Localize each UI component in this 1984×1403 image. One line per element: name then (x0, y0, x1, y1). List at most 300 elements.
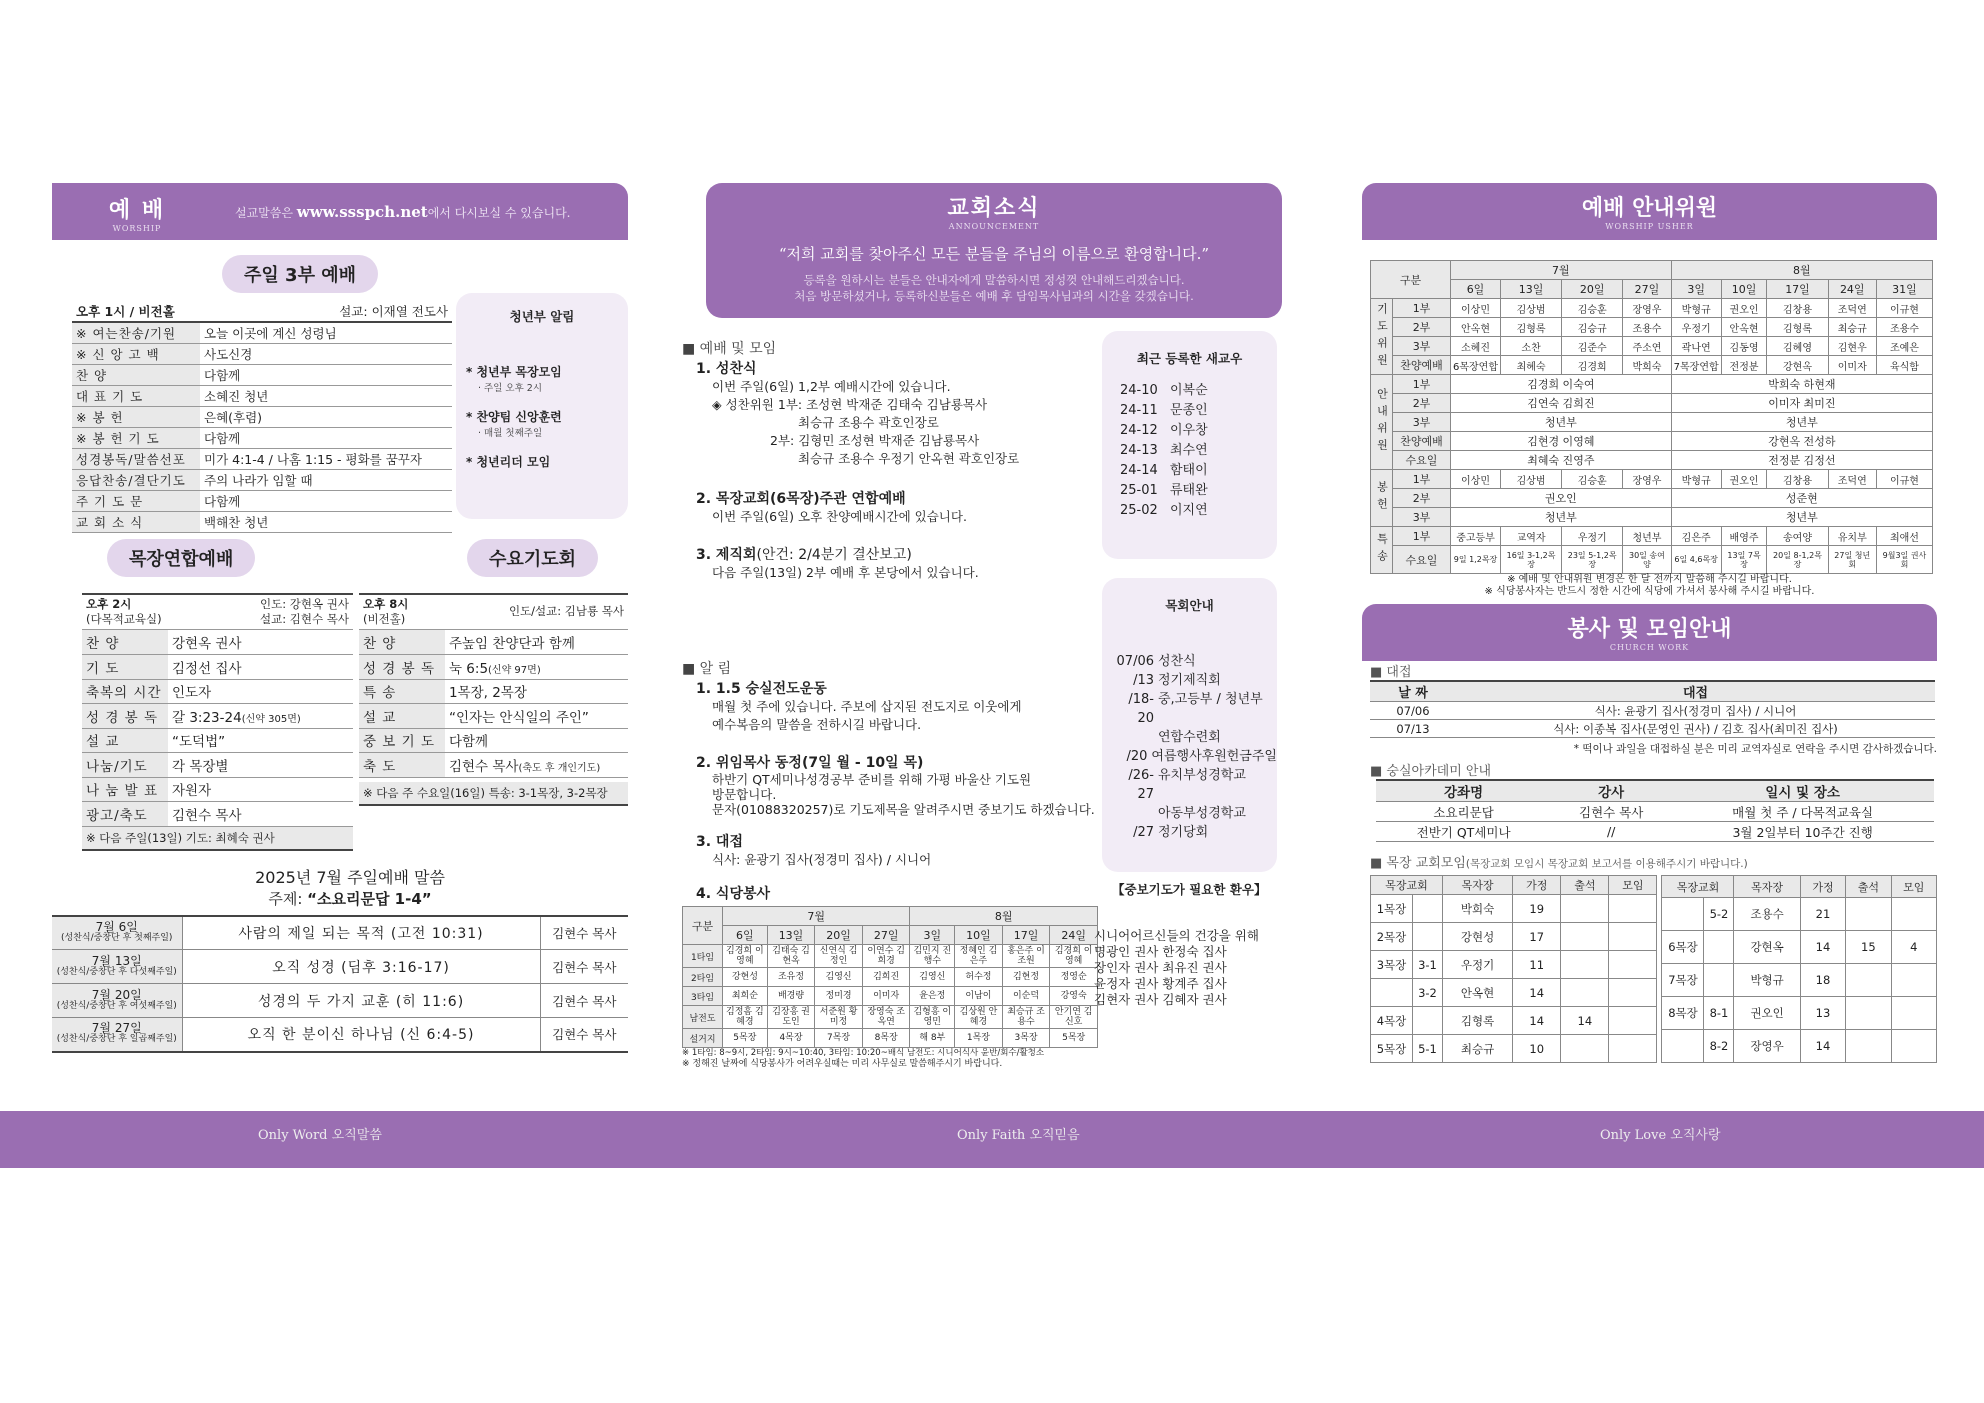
cell-m (1609, 923, 1657, 951)
pastoral-date: 07/06 (1116, 654, 1154, 669)
prayer-line: 장인자 권사 최유진 권사 (1094, 960, 1227, 975)
usher-cell: 최애선 (1876, 527, 1932, 546)
cell-l: 박희숙 (1443, 895, 1513, 923)
usher-month: 8월 (1671, 261, 1932, 280)
treat-row (1370, 702, 1935, 720)
usher-cell: 전정분 김정선 (1671, 451, 1932, 470)
youth-notice-sub: · 주일 오후 2시 (478, 383, 543, 394)
cell-a (1561, 1035, 1609, 1063)
wed-prayer-title: 수요기도회 (467, 539, 598, 577)
order-value: 강현옥 권사 (168, 630, 353, 655)
kitchen-month: 7월 (723, 907, 910, 926)
usher-cell: 권오인 (1451, 489, 1672, 508)
cell-m (1609, 951, 1657, 979)
usher-cell: 교역자 (1501, 527, 1562, 546)
usher-slot: 2부 (1393, 318, 1451, 337)
cell-head: 모임 (1609, 876, 1657, 895)
pastoral-date: /13 (1133, 673, 1154, 688)
usher-cell: 이미자 (1828, 356, 1876, 375)
cell-h: 14 (1513, 979, 1561, 1007)
kitchen-cell: 김현정 (1002, 968, 1050, 987)
cell-c: 6목장 (1662, 931, 1704, 964)
site-url-link[interactable]: www.ssspch.net (296, 203, 428, 221)
usher-cell: 배영주 (1721, 527, 1767, 546)
usher-cell: 청년부 (1671, 508, 1932, 527)
service3-row (72, 344, 452, 365)
cell-c: 4목장 (1371, 1007, 1413, 1035)
usher-day: 31일 (1876, 280, 1932, 299)
academy-head: 일시 및 장소 (1765, 785, 1840, 801)
newcomer-item (1116, 441, 1263, 461)
kitchen-cell: 5목장 (1050, 1029, 1098, 1048)
order-label: 성경봉독/말씀선포 (72, 449, 200, 470)
order-value: 주높임 찬양단과 함께 (445, 630, 628, 655)
usher-row (1371, 527, 1933, 546)
order-value: 다함께 (445, 728, 628, 753)
treat-date: 07/13 (1396, 721, 1430, 736)
usher-cell: 전정분 (1721, 356, 1767, 375)
usher-slot: 3부 (1393, 337, 1451, 356)
mokjang-next-week: ※ 다음 주일(13일) 기도: 최혜숙 권사 (82, 827, 353, 851)
usher-cell: 김동영 (1721, 337, 1767, 356)
cell-s: 3-1 (1413, 951, 1443, 979)
cell-s: 5-2 (1704, 898, 1734, 931)
newcomer-number: 24-10 (1120, 383, 1158, 398)
sermon-online-notice: 설교말씀은 www.ssspch.net에서 다시보실 수 있습니다. (235, 203, 571, 221)
order-label: 기 도 (82, 655, 168, 680)
pastoral-box: 목회안내 07/06 성찬식 /13 정기제직회 /18-20 중,고등부 / 청년부 연합수련회 /20 여름행사후원헌금주일 /26-27 유치부성경학교 아동부성경학교 /27 정기당회 (1102, 578, 1277, 872)
usher-day: 20일 (1562, 280, 1623, 299)
cell-a (1561, 951, 1609, 979)
usher-cell: 송여양 (1767, 527, 1828, 546)
sermon-theme: “소요리문답 1-4” (307, 889, 432, 908)
usher-cell: 9월3일 권사회 (1876, 546, 1932, 574)
cell-s: 8-2 (1704, 1030, 1734, 1063)
kitchen-cell: 신연식 김정인 (815, 945, 863, 968)
cell-m (1609, 979, 1657, 1007)
kitchen-day: 10일 (955, 926, 1003, 945)
academy-cell: 전반기 QT세미나 (1416, 824, 1511, 840)
service3-row (72, 512, 452, 533)
usher-cell: 최혜숙 진영주 (1451, 451, 1672, 470)
newcomer-item (1116, 421, 1263, 441)
usher-days-row (1371, 280, 1933, 299)
service3-row (72, 449, 452, 470)
newcomer-name: 문종인 (1170, 403, 1208, 418)
order-value: 갈 3:23-24(신약 305면) (168, 704, 353, 729)
pastoral-date (1114, 728, 1158, 747)
usher-cell: 곽나연 (1671, 337, 1721, 356)
kitchen-cell: 배경량 (767, 987, 815, 1006)
cell-row (1371, 923, 1657, 951)
cell-m (1609, 1007, 1657, 1035)
pastoral-event: 유치부성경학교 (1158, 768, 1246, 783)
youth-notice-item (466, 408, 618, 439)
service3-row (72, 386, 452, 407)
sermon-schedule-table (52, 915, 628, 1053)
kitchen-service-table (682, 906, 1098, 1048)
cell-c: 2목장 (1371, 923, 1413, 951)
usher-cell: 김창용 (1767, 470, 1828, 489)
usher-cell: 주소연 (1623, 337, 1671, 356)
cell-s: 3-2 (1413, 979, 1443, 1007)
kitchen-header-row (683, 907, 1098, 926)
cell-head: 출석 (1846, 876, 1891, 898)
worship-subtitle: WORSHIP (112, 224, 162, 233)
kitchen-day: 27일 (862, 926, 910, 945)
newcomer-number: 24-13 (1120, 443, 1158, 458)
kitchen-cell: 김경희 이영혜 (723, 945, 768, 968)
order-label: 교 회 소 식 (72, 512, 200, 533)
usher-row (1371, 375, 1933, 394)
usher-cell: 박희숙 하현재 (1671, 375, 1932, 394)
wed-service-order: 오후 8시 (비전홀) 인도/설교: 김남룡 목사 찬 양 주높임 찬양단과 함께 성 경 봉 독 눅 6:5(신약 97면) 특 송 1목장, 2목장 설 교 “인자는 안식일의 주인” 중 보 기 도 다함께 축 도 김현수 목사(축도 후 개인기도) ※ 다음 주 수요일(16일) 특송: 3-1목장, 3-2목장 (359, 593, 628, 851)
treat-row (1370, 720, 1935, 738)
order-label: 성 경 봉 독 (82, 704, 168, 729)
order-value: 백해찬 청년 (200, 512, 452, 533)
usher-cell: 9일 1,2목장 (1451, 546, 1501, 574)
youth-notice-item (466, 363, 618, 394)
usher-row (1371, 318, 1933, 337)
sermon-date: 7월 13일 (성찬식/중창단 후 다섯째주일) (52, 950, 182, 984)
usher-row (1371, 451, 1933, 470)
usher-cell: 13일 7목장 (1721, 546, 1767, 574)
kitchen-row (683, 987, 1098, 1006)
usher-cell: 30일 송여양 (1623, 546, 1671, 574)
newcomer-number: 24-14 (1120, 463, 1158, 478)
kitchen-row (683, 1029, 1098, 1048)
usher-cell: 이상민 (1451, 470, 1501, 489)
newcomer-name: 이우창 (1170, 423, 1208, 438)
prayer-line: 시니어어르신들의 건강을 위해 (1094, 928, 1259, 943)
order-value: 다함께 (200, 428, 452, 449)
pastoral-item (1114, 823, 1277, 842)
cell-h: 18 (1800, 964, 1845, 997)
usher-row (1371, 356, 1933, 375)
order-label: 특 송 (359, 679, 445, 704)
usher-header (1362, 183, 1937, 240)
pastoral-date (1114, 804, 1158, 823)
sermon-preacher: 김현수 목사 (552, 925, 617, 941)
order-value: 김현수 목사 (168, 802, 353, 827)
cell-a: 15 (1846, 931, 1891, 964)
usher-cell: 이상민 (1451, 299, 1501, 318)
cell-l: 강현성 (1443, 923, 1513, 951)
order-row (82, 679, 353, 704)
cell-head: 가정 (1800, 876, 1845, 898)
academy-head: 강사 (1598, 785, 1625, 801)
kitchen-cell: 정혜인 김은주 (955, 945, 1003, 968)
order-label: ※ 봉 헌 (72, 407, 200, 428)
cell-row (1371, 895, 1657, 923)
usher-cell: 6일 4,6목장 (1671, 546, 1721, 574)
cell-head: 가정 (1513, 876, 1561, 895)
cell-h: 14 (1513, 1007, 1561, 1035)
usher-cell: 강현옥 (1767, 356, 1828, 375)
usher-row (1371, 337, 1933, 356)
cell-m (1609, 1035, 1657, 1063)
usher-cell: 소찬 (1501, 337, 1562, 356)
newcomer-item (1116, 501, 1263, 521)
order-value: 자원자 (168, 777, 353, 802)
usher-day: 24일 (1828, 280, 1876, 299)
usher-cell: 김현우 (1828, 337, 1876, 356)
cell-c (1371, 979, 1413, 1007)
worship-column: 예 배 WORSHIP 설교말씀은 www.ssspch.net에서 다시보실 수 있습니다. 주일 3부 예배 오후 1시 / 비전홀 설교: 이재열 전도사 ※ 여는찬송/기원 오늘 이곳에 계신 성령님 ※ 신 앙 고 백 사도신경 찬 양 다함께 대 표 기 도 소혜진 청년 ※ 봉 헌 은혜(후렴) ※ 봉 헌 기 도 다함께 성경봉독/말씀선포 미가 4:1-4 / 나홈 1:15 - 평화를 꿈꾸자 응답찬송/결단기도 주의 나라가 임할 때 주 기 도 문 다함께 교 회 소 식 백해찬 청년 청년부 알림 * 청년부 목장모임 · 주일 오후 2시 * 찬양팀 신앙훈련 · 매월 첫째주일 * 청년리더 모임 목장연합예배 수요기도회 오후 2시 (다목적교육실) 인도: 강현옥 권사 설교: 김현수 목사 찬 양 강현옥 권사 기 도 김정선 집사 축복의 시간 인도자 성 경 봉 독 갈 3:23-24(신약 305면) 설 교 “도덕법” 나눔/기도 각 목장별 나 눔 발 표 자원자 광고/축도 김현수 목사 ※ 다음 주일(13일) 기도: 최혜숙 권사 오후 8시 (비전홀) 인도/설교: 김남룡 목사 찬 양 주높임 찬양단과 함께 성 경 봉 독 눅 6:5(신약 97면) 특 송 1목장, 2목장 설 교 “인자는 안식일의 주인” 중 보 기 도 다함께 축 도 김현수 목사(축도 후 개인기도) ※ 다음 주 수요일(16일) 특송: 3-1목장, 3-2목장 2025년 7월 주일예배 말씀 주제: “소요리문답 1-4” 7월 6일 (성찬식/중창단 후 첫째주일) 사람의 제일 되는 목적 (고전 10:31) 김현수 목사 7월 13일 (성찬식/중창단 후 다섯째주일) 오직 성경 (딤후 3:16-17) 김현수 목사 7월 20일 (성찬식/중창단 후 여섯째주일) 성경의 두 가지 교훈 (히 11:6) 김현수 목사 7월 27일 (성찬식/중창단 후 일곱째주일) 오직 한 분이신 하나님 (신 6:4-5) 김현수 목사 (52, 183, 628, 1111)
kitchen-cell: 김희진 (862, 968, 910, 987)
kitchen-slot: 남전도 (683, 1006, 723, 1029)
cell-s (1704, 931, 1734, 964)
footer-word: Only Word 오직말씀 (258, 1128, 382, 1143)
usher-day: 3일 (1671, 280, 1721, 299)
usher-slot: 찬양예배 (1393, 432, 1451, 451)
order-row (359, 728, 628, 753)
cell-l: 권오인 (1734, 997, 1800, 1030)
kitchen-cell: 이순덕 (1002, 987, 1050, 1006)
kitchen-month: 8월 (910, 907, 1098, 926)
usher-slot: 1부 (1393, 470, 1451, 489)
pastoral-item (1114, 747, 1277, 766)
usher-cell: 김현경 이영혜 (1451, 432, 1672, 451)
cell-c: 1목장 (1371, 895, 1413, 923)
usher-cell: 이규현 (1876, 299, 1932, 318)
usher-group: 안내위원 (1371, 375, 1393, 470)
kitchen-cell: 5목장 (723, 1029, 768, 1048)
kitchen-day: 24일 (1050, 926, 1098, 945)
order-label: 나 눔 발 표 (82, 777, 168, 802)
cell-h: 14 (1800, 1030, 1845, 1063)
cell-row (1371, 1007, 1657, 1035)
treat-item: 식사: 윤광기 집사(정경미 집사) / 시니어 (1594, 703, 1797, 718)
order-label: 찬 양 (359, 630, 445, 655)
usher-cell: 성준현 (1671, 489, 1932, 508)
usher-cell: 최승규 (1828, 318, 1876, 337)
service3-row (72, 470, 452, 491)
kitchen-cell: 4목장 (767, 1029, 815, 1048)
sermon-date: 7월 6일 (성찬식/중창단 후 첫째주일) (52, 916, 182, 950)
newcomer-name: 최수연 (1170, 443, 1208, 458)
cell-c: 8목장 (1662, 997, 1704, 1030)
news-subtitle: ANNOUNCEMENT (948, 222, 1040, 231)
service3-preacher: 설교: 이재열 전도사 (339, 304, 448, 319)
pastoral-date: /20 (1126, 749, 1148, 764)
usher-row (1371, 489, 1933, 508)
order-value: 다함께 (200, 491, 452, 512)
kitchen-cell: 7목장 (815, 1029, 863, 1048)
usher-day: 6일 (1451, 280, 1501, 299)
cell-h: 19 (1513, 895, 1561, 923)
usher-slot: 1부 (1393, 375, 1451, 394)
order-row (82, 728, 353, 753)
usher-cell: 조용수 (1623, 318, 1671, 337)
sermon-date: 7월 20일 (성찬식/중창단 후 여섯째주일) (52, 984, 182, 1018)
cell-a (1846, 898, 1891, 931)
cell-a: 14 (1561, 1007, 1609, 1035)
kitchen-cell: 안기연 김신호 (1050, 1006, 1098, 1029)
kitchen-cell: 1목장 (955, 1029, 1003, 1048)
pastoral-event: 정기제직회 (1158, 673, 1221, 688)
order-label: 광고/축도 (82, 802, 168, 827)
usher-day: 13일 (1501, 280, 1562, 299)
mokjang-table (82, 630, 353, 827)
sermon-title: 오직 한 분이신 하나님 (신 6:4-5) (182, 1018, 540, 1052)
prayer-needs: 【중보기도가 필요한 환우】 시니어어르신들의 건강을 위해 명광인 권사 한정숙 집사 장인자 권사 최유진 권사 윤정자 권사 황계주 집사 김현자 권사 김혜자 권사 (1112, 880, 1282, 1008)
order-value: 1목장, 2목장 (445, 679, 628, 704)
order-row (359, 679, 628, 704)
academy-cell: 매월 첫 주 / 다목적교육실 (1732, 804, 1874, 820)
prayer-line: 윤정자 권사 황계주 집사 (1094, 976, 1227, 991)
cell-h: 13 (1800, 997, 1845, 1030)
kitchen-row (683, 968, 1098, 987)
newcomer-name: 함태이 (1170, 463, 1208, 478)
cell-groups-left (1370, 875, 1657, 1063)
usher-row (1371, 394, 1933, 413)
usher-cell: 이미자 최미진 (1671, 394, 1932, 413)
cell-c: 3목장 (1371, 951, 1413, 979)
usher-day: 27일 (1623, 280, 1671, 299)
cell-l: 박형규 (1734, 964, 1800, 997)
cell-header-row (1371, 876, 1657, 895)
order-label: 대 표 기 도 (72, 386, 200, 407)
cell-row (1371, 979, 1657, 1007)
kitchen-cell: 서준원 황미정 (815, 1006, 863, 1029)
usher-slot: 수요일 (1393, 546, 1451, 574)
service3-row (72, 428, 452, 449)
order-label: 축복의 시간 (82, 679, 168, 704)
order-row (359, 704, 628, 729)
usher-cell: 김형록 (1501, 318, 1562, 337)
usher-cell: 김준수 (1562, 337, 1623, 356)
usher-slot: 2부 (1393, 489, 1451, 508)
usher-cell: 김형록 (1767, 318, 1828, 337)
academy-cell: 소요리문답 (1433, 804, 1494, 820)
sermon-date: 7월 27일 (성찬식/중창단 후 일곱째주일) (52, 1018, 182, 1052)
usher-month: 7월 (1451, 261, 1672, 280)
kitchen-day: 6일 (723, 926, 768, 945)
kitchen-cell: 김정흠 김혜경 (723, 1006, 768, 1029)
academy-table (1376, 779, 1934, 842)
kitchen-cell: 강현성 (723, 968, 768, 987)
order-row (359, 630, 628, 655)
order-label: ※ 신 앙 고 백 (72, 344, 200, 365)
usher-cell: 조예은 (1876, 337, 1932, 356)
usher-column: 예배 안내위원 WORSHIP USHER 구분 7월 8월 6일 13일 20일 27일 3일 10일 17일 24일 31일 기도위원 1부 이상민 김상범 김승훈 장영우 박형규 권오인 김창용 조덕연 이규현 2부 안옥현 김형록 김승규 조용수 우정기 안옥현 김형록 최승규 조용수 3부 소혜진 소찬 김준수 주소연 곽나연 김동영 김혜영 김현우 조예은 찬양예배 6목장연합 최혜숙 김경희 박희숙 7목장연합 전정분 강현옥 이미자 육식함 안내위원 1부 김경희 이숙여 박희숙 하현재 2부 김연숙 김희진 이미자 최미진 3부 청년부 청년부 찬양예배 김현경 이영혜 강현옥 전성하 수요일 최혜숙 진영주 전정분 김정선 봉헌 1부 이상민 김상범 김승훈 장영우 박형규 권오인 김창용 조덕연 이규현 2부 권오인 성준현 3부 청년부 청년부 특송 1부 중고등부 교역자 우정기 청년부 김은주 배영주 송여양 유치부 최애선 수요일 9일 1,2목장 16일 3-1,2목장 23일 5-1,2목장 30일 송여양 6일 4,6목장 13일 7목장 20일 8-1,2목장 27일 청년회 9월3일 권사회 ※ 예배 및 안내위원 변경은 한 달 전까지 말씀해 주시길 바랍니다. ※ 식당봉사자는 반드시 정한 시간에 식당에 가셔서 봉사해 주시길 바랍니다. 봉사 및 모임안내 CHURCH WORK ■ 대접 날 짜 대접 07/06 식사: 윤광기 집사(정경미 집사) / 시니어 07/13 식사: 이종복 집사(문영인 권사) / 김호 집사(최미진 집사) * 떡이나 과일을 대접하실 분은 미리 교역자실로 연락을 주시면 감사하겠습니다. ■ 숭실아카데미 안내 강좌명 강사 일시 및 장소 소요리문답 김현수 목사 매월 첫 주 / 다목적교육실 전반기 QT세미나 // 3월 2일부터 10주간 진행 ■ 목장 교회모임(목장교회 모임시 목장교회 보고서를 이용해주시기 바랍니다.) 목장교회 목자장 가정 출석 모임 1목장 박희숙 19 2목장 강현성 17 3목장 3-1 우정기 11 3-2 안옥현 14 4목장 김형록 14 14 5목장 5-1 최승규 10 목장교회 목자장 가정 출석 모임 5-2 조용수 21 6목장 강현옥 14 15 4 7목장 박형규 18 8목장 8-1 권오인 13 8-2 장영우 14 (1362, 183, 1937, 1111)
cell-h: 10 (1513, 1035, 1561, 1063)
cell-head: 목자장 (1443, 876, 1513, 895)
kitchen-cell: 김영신 (815, 968, 863, 987)
cell-row (1662, 931, 1937, 964)
cell-l: 조용수 (1734, 898, 1800, 931)
kitchen-cell: 허수정 (955, 968, 1003, 987)
order-value: 눅 6:5(신약 97면) (445, 655, 628, 680)
cell-l: 장영우 (1734, 1030, 1800, 1063)
usher-cell: 장영우 (1623, 299, 1671, 318)
usher-title: 예배 안내위원 (1581, 196, 1718, 221)
usher-cell: 우정기 (1671, 318, 1721, 337)
pastoral-item (1114, 671, 1277, 690)
order-value: 김현수 목사(축도 후 개인기도) (445, 753, 628, 778)
kitchen-cell: 김상원 안혜경 (955, 1006, 1003, 1029)
usher-cell: 권오인 (1721, 299, 1767, 318)
kitchen-cell: 김태숙 김현옥 (767, 945, 815, 968)
service3-table (72, 323, 452, 533)
order-value: “도덕법” (168, 728, 353, 753)
treat-head: 대접 (1682, 686, 1709, 701)
treat-table (1370, 680, 1935, 738)
pastoral-event: 정기당회 (1158, 825, 1209, 840)
youth-notice-box (456, 293, 628, 519)
worship-title: 예 배 (108, 198, 166, 223)
usher-gubun: 구분 (1371, 261, 1451, 299)
academy-row (1376, 802, 1934, 822)
order-label: ※ 여는찬송/기원 (72, 323, 200, 344)
kitchen-slot: 3타임 (683, 987, 723, 1006)
order-label: 성 경 봉 독 (359, 655, 445, 680)
usher-day: 17일 (1767, 280, 1828, 299)
footer-love: Only Love 오직사랑 (1600, 1128, 1721, 1143)
kitchen-day: 3일 (910, 926, 955, 945)
sermon-row (52, 950, 628, 984)
news-header: 교회소식 ANNOUNCEMENT “저희 교회를 찾아주신 모든 분들을 주님의 이름으로 환영합니다.” 등록을 원하시는 분들은 안내자에게 말씀하시면 정성껏 안내해드리겠습니다. 처음 방문하셨거나, 등록하신분들은 예배 후 담임목사님과의 시간을 갖겠습니다. (706, 183, 1282, 318)
cell-m (1891, 898, 1936, 931)
youth-notice-text: * 찬양팀 신앙훈련 (466, 410, 562, 424)
cell-s (1413, 1007, 1443, 1035)
academy-row (1376, 822, 1934, 842)
pastoral-item (1114, 766, 1277, 804)
order-value: 각 목장별 (168, 753, 353, 778)
order-value: 김정선 집사 (168, 655, 353, 680)
kitchen-cell: 8목장 (862, 1029, 910, 1048)
pastoral-date: /18-20 (1128, 692, 1154, 726)
newcomer-name: 이복순 (1170, 383, 1208, 398)
order-value: 소혜진 청년 (200, 386, 452, 407)
cell-row (1662, 898, 1937, 931)
kitchen-cell: 윤은정 (910, 987, 955, 1006)
cell-s (1413, 923, 1443, 951)
order-row (82, 802, 353, 827)
newcomer-name: 류태완 (1170, 483, 1208, 498)
kitchen-cell: 정미경 (815, 987, 863, 1006)
cell-m (1891, 1030, 1936, 1063)
usher-cell: 조덕연 (1828, 299, 1876, 318)
usher-slot: 찬양예배 (1393, 356, 1451, 375)
kitchen-cell: 이미자 (862, 987, 910, 1006)
newcomer-item (1116, 401, 1263, 421)
newcomer-item (1116, 481, 1263, 501)
service3-title: 주일 3부 예배 (222, 255, 378, 293)
usher-cell: 조덕연 (1828, 470, 1876, 489)
usher-slot: 3부 (1393, 508, 1451, 527)
cell-row (1662, 997, 1937, 1030)
cell-head: 목자장 (1734, 876, 1800, 898)
cell-m (1891, 964, 1936, 997)
order-value: 사도신경 (200, 344, 452, 365)
cell-a (1846, 997, 1891, 1030)
cell-m: 4 (1891, 931, 1936, 964)
newcomers-box: 최근 등록한 새교우 24-10 이복순 24-11 문종인 24-12 이우창 24-13 최수연 24-14 함태이 25-01 류태완 25-02 이지연 (1102, 331, 1277, 559)
sermon-preacher: 김현수 목사 (552, 993, 617, 1009)
cell-c: 5목장 (1371, 1035, 1413, 1063)
kitchen-cell: 김경희 이영혜 (1050, 945, 1098, 968)
usher-cell: 김은주 (1671, 527, 1721, 546)
news-title: 교회소식 (947, 196, 1041, 221)
usher-row (1371, 432, 1933, 451)
usher-cell: 김승훈 (1562, 470, 1623, 489)
usher-day: 10일 (1721, 280, 1767, 299)
sermon-row (52, 1018, 628, 1052)
sermon-title: 사람의 제일 되는 목적 (고전 10:31) (182, 916, 540, 950)
usher-cell: 박희숙 (1623, 356, 1671, 375)
